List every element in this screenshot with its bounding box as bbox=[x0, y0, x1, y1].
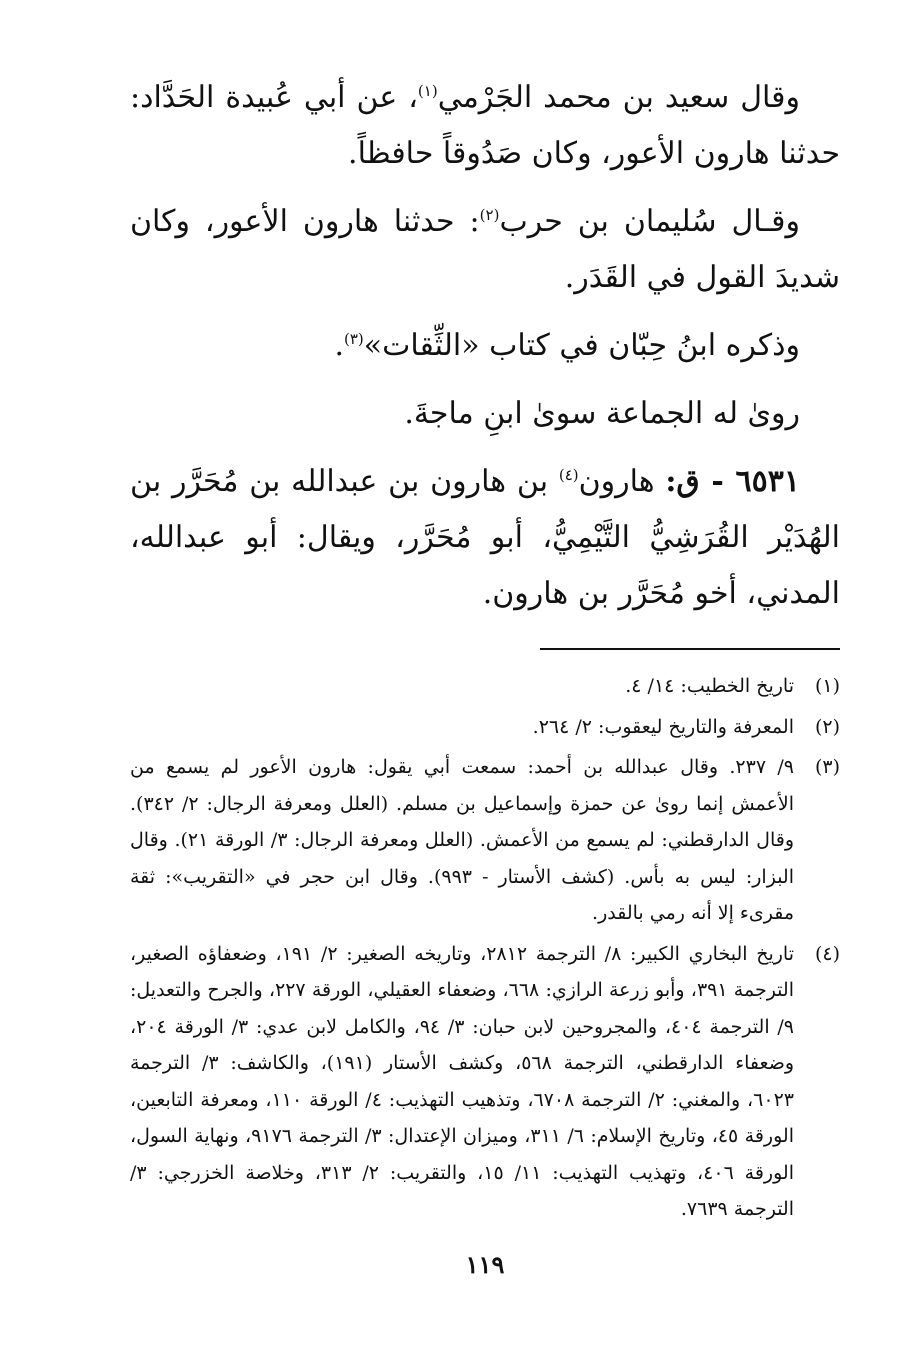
book-page bbox=[130, 70, 840, 1330]
paragraph-text: : حدثنا هارون الأعور، وكان شديدَ القول في القَدَر. bbox=[130, 204, 840, 295]
page-number: ١١٩ bbox=[465, 1250, 505, 1279]
paragraph-text: روىٰ له الجماعة سوىٰ ابنِ ماجةَ. bbox=[404, 396, 800, 431]
paragraph-text: وقـال سُليمان بن حرب bbox=[499, 204, 800, 239]
footnote-text: تاريخ البخاري الكبير: ٨/ الترجمة ٢٨١٢، وتاريخه الصغير: ٢/ ١٩١، وضعفاؤه الصغير، الترجمة ٣٩١، وأبو زرعة الرازي: ٦٦٨، وضعفاء العقيلي، الورقة ٢٢٧، والجرح والتعديل: ٩/ الترجمة ٤٠٤، والمجروحين لابن حبان: ٣/ ٩٤، والكامل لابن عدي: ٣/ الورقة ٢٠٤، وضعفاء الدارقطني، الترجمة ٥٦٨، وكشف الأستار (١٩١)، والكاشف: ٣/ الترجمة ٦٠٢٣، والمغني: ٢/ الترجمة ٦٧٠٨، وتذهيب التهذيب: ٤/ الورقة ١١٠، ومعرفة التابعين، الورقة ٤٥، وتاريخ الإسلام: ٦/ ٣١١، وميزان الإعتدال: ٣/ الترجمة ٩١٧٦، ونهاية السول، الورقة ٤٠٦، وتهذيب التهذيب: ١١/ ١٥، والتقريب: ٢/ ٣١٣، وخلاصة الخزرجي: ٣/ الترجمة ٧٦٣٩. bbox=[130, 942, 795, 1220]
footnote bbox=[130, 936, 840, 1228]
entry-number: ٦٥٣١ - ق: bbox=[665, 464, 800, 499]
main-text bbox=[130, 70, 840, 622]
footnote bbox=[130, 668, 840, 705]
paragraph-text: وذكره ابنُ حِبّان في كتاب «الثِّقات» bbox=[363, 328, 800, 363]
footnote-ref: (٣) bbox=[343, 330, 364, 348]
footnote-number: (٣) bbox=[814, 756, 840, 778]
paragraph-text: وقال سعيد بن محمد الجَرْمي bbox=[437, 80, 800, 115]
paragraph-jarmi bbox=[130, 70, 840, 182]
paragraph-text: ، عن أبي عُبيدة الحَدَّاد: حدثنا هارون الأعور، وكان صَدُوقاً حافظاً. bbox=[130, 80, 840, 171]
paragraph-ibn-hibban bbox=[130, 318, 840, 374]
footnote-number: (٤) bbox=[814, 942, 840, 965]
footnote-number: (٢) bbox=[814, 715, 840, 738]
footnote-text: المعرفة والتاريخ ليعقوب: ٢/ ٢٦٤. bbox=[532, 715, 794, 738]
footnote-ref: (٤) bbox=[558, 466, 579, 484]
biography-entry bbox=[130, 454, 840, 622]
footnote-text: تاريخ الخطيب: ١٤/ ٤. bbox=[625, 675, 794, 697]
entry-name: هارون bbox=[578, 464, 666, 499]
footnote-separator bbox=[540, 648, 840, 650]
footnote bbox=[130, 749, 840, 932]
footnote-number: (١) bbox=[814, 675, 840, 697]
footnotes bbox=[130, 668, 840, 1228]
footnote-text: ٩/ ٢٣٧. وقال عبدالله بن أحمد: سمعت أبي يقول: هارون الأعور لم يسمع من الأعمش إنما روىٰ عن حمزة وإسماعيل بن مسلم. (العلل ومعرفة الرجال: ٢/ ٣٤٢). وقال الدارقطني: لم يسمع من الأعمش. (العلل ومعرفة الرجال: ٣/ الورقة ٢١). وقال البزار: ليس به بأس. (كشف الأستار - ٩٩٣). وقال ابن حجر في «التقريب»: ثقة مقرىء إلا أنه رمي بالقدر. bbox=[130, 756, 794, 924]
footnote bbox=[130, 709, 840, 746]
paragraph-text: . bbox=[334, 328, 344, 363]
footnote-ref: (١) bbox=[417, 82, 438, 100]
footnote-ref: (٢) bbox=[479, 206, 500, 224]
paragraph-jamaa bbox=[130, 386, 840, 442]
entry-text: بن هارون بن عبدالله بن مُحَرَّر بن الهُدَيْر القُرَشِيُّ التَّيْمِيُّ، أبو مُحَرَّر، ويقال: أبو عبدالله، المدني، أخو مُحَرَّر بن هارون. bbox=[130, 464, 840, 611]
paragraph-sulayman bbox=[130, 194, 840, 306]
